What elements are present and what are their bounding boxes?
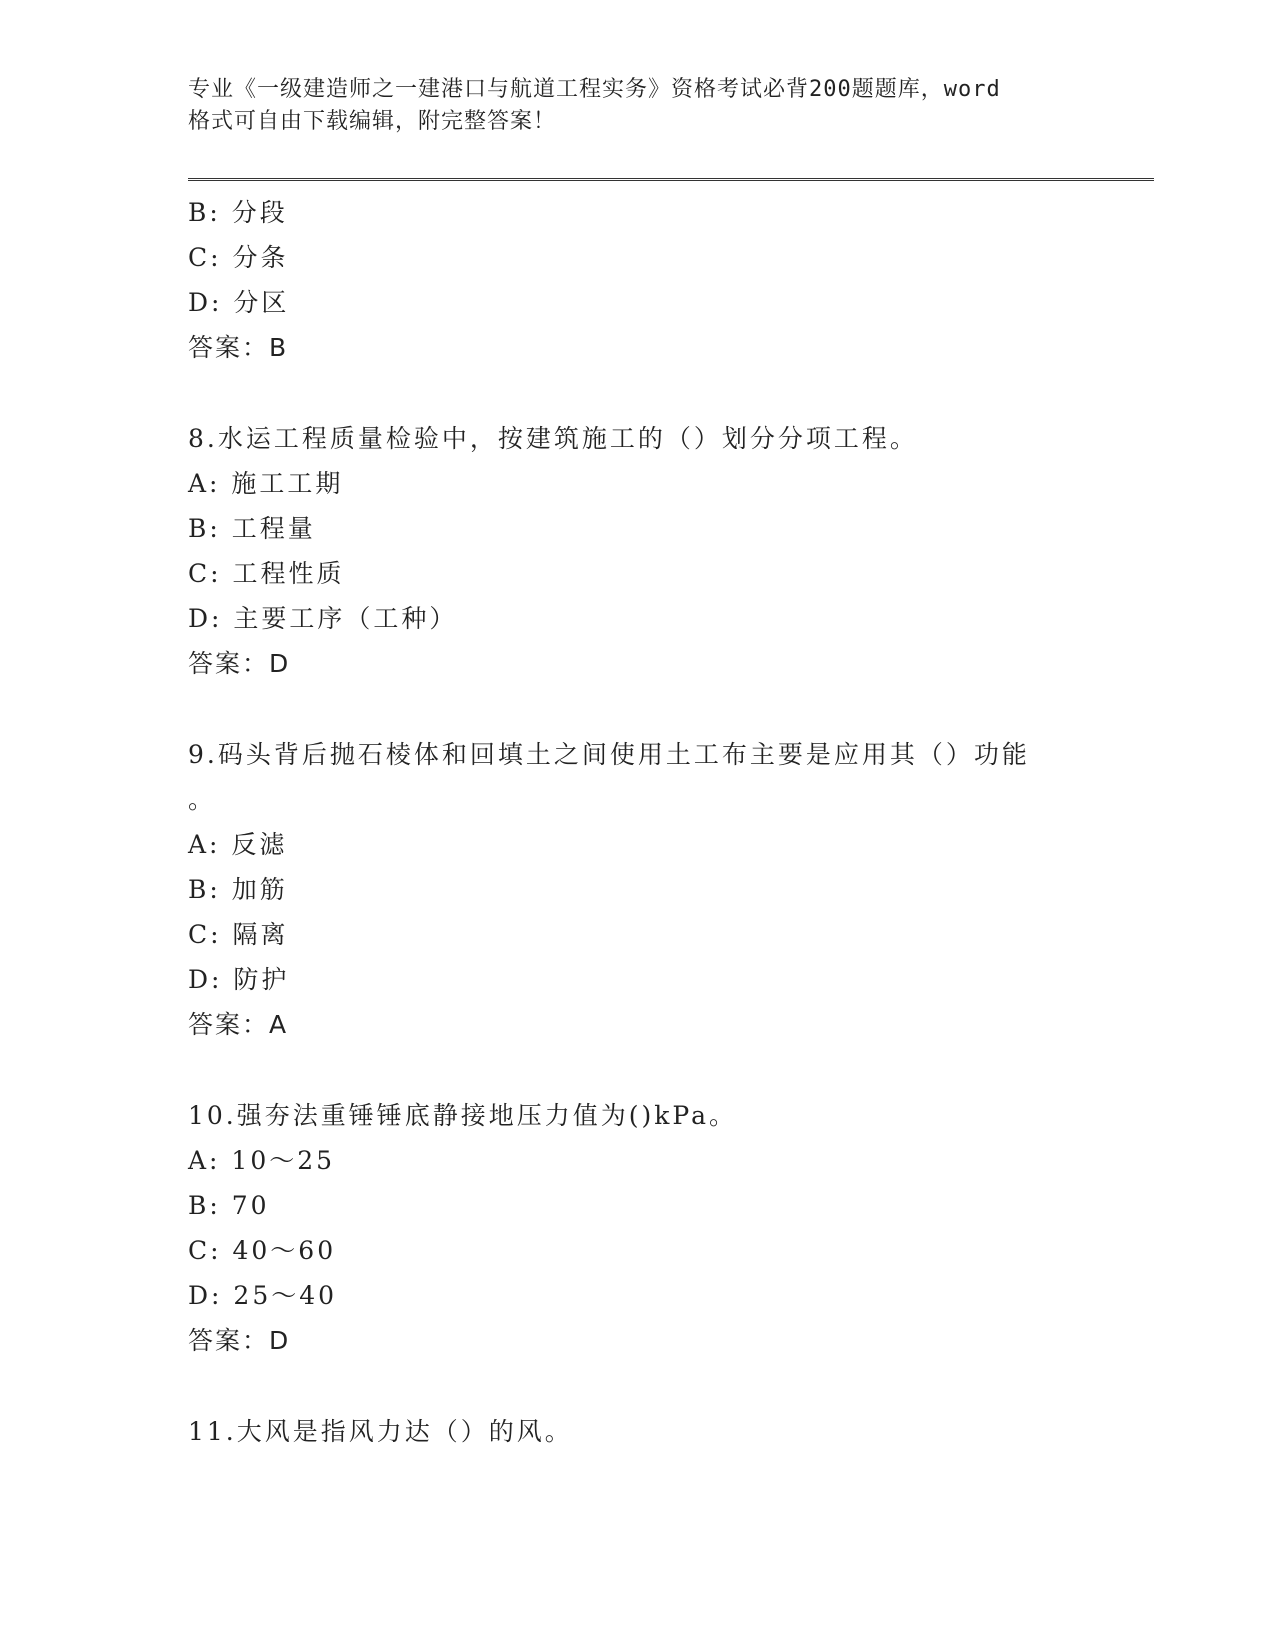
option-d: D: 分区 (188, 288, 290, 317)
option-d: D: 防护 (188, 965, 290, 994)
question-10 (188, 1093, 1088, 1363)
answer-line: 答案：B (188, 333, 289, 362)
question-list (188, 190, 1088, 1454)
header-divider (188, 178, 1154, 181)
question-text: 9.码头背后抛石棱体和回填土之间使用土工布主要是应用其（）功能 (188, 740, 1030, 769)
header-title-line-1: 专业《一级建造师之一建港口与航道工程实务》资格考试必背200题题库，word (188, 77, 1001, 102)
question-8 (188, 416, 1088, 686)
option-c: C: 工程性质 (188, 559, 345, 588)
option-a: A: 反滤 (188, 830, 288, 859)
question-text: 11.大风是指风力达（）的风。 (188, 1417, 573, 1446)
header-title-line-2: 格式可自由下载编辑，附完整答案！ (188, 109, 557, 134)
option-b: B: 加筋 (188, 875, 288, 904)
option-d: D: 25～40 (188, 1281, 338, 1310)
answer-line: 答案：A (188, 1010, 289, 1039)
option-c: C: 分条 (188, 243, 289, 272)
spacer (188, 1047, 1088, 1093)
option-b: B: 分段 (188, 198, 288, 227)
spacer (188, 1363, 1088, 1409)
question-text-continuation: 。 (188, 785, 214, 814)
option-b: B: 工程量 (188, 514, 316, 543)
question-11 (188, 1409, 1088, 1454)
option-a: A: 施工工期 (188, 469, 344, 498)
spacer (188, 686, 1088, 732)
spacer (188, 370, 1088, 416)
answer-line: 答案：D (188, 649, 291, 678)
question-text: 10.强夯法重锤锤底静接地压力值为()kPa。 (188, 1101, 738, 1130)
question-7-tail (188, 190, 1088, 370)
option-b: B: 70 (188, 1191, 270, 1220)
document-header (188, 74, 1068, 138)
option-a: A: 10～25 (188, 1146, 336, 1175)
answer-line: 答案：D (188, 1326, 291, 1355)
question-9 (188, 732, 1088, 1047)
option-d: D: 主要工序（工种） (188, 604, 458, 633)
option-c: C: 40～60 (188, 1236, 337, 1265)
option-c: C: 隔离 (188, 920, 289, 949)
question-text: 8.水运工程质量检验中，按建筑施工的（）划分分项工程。 (188, 424, 918, 453)
